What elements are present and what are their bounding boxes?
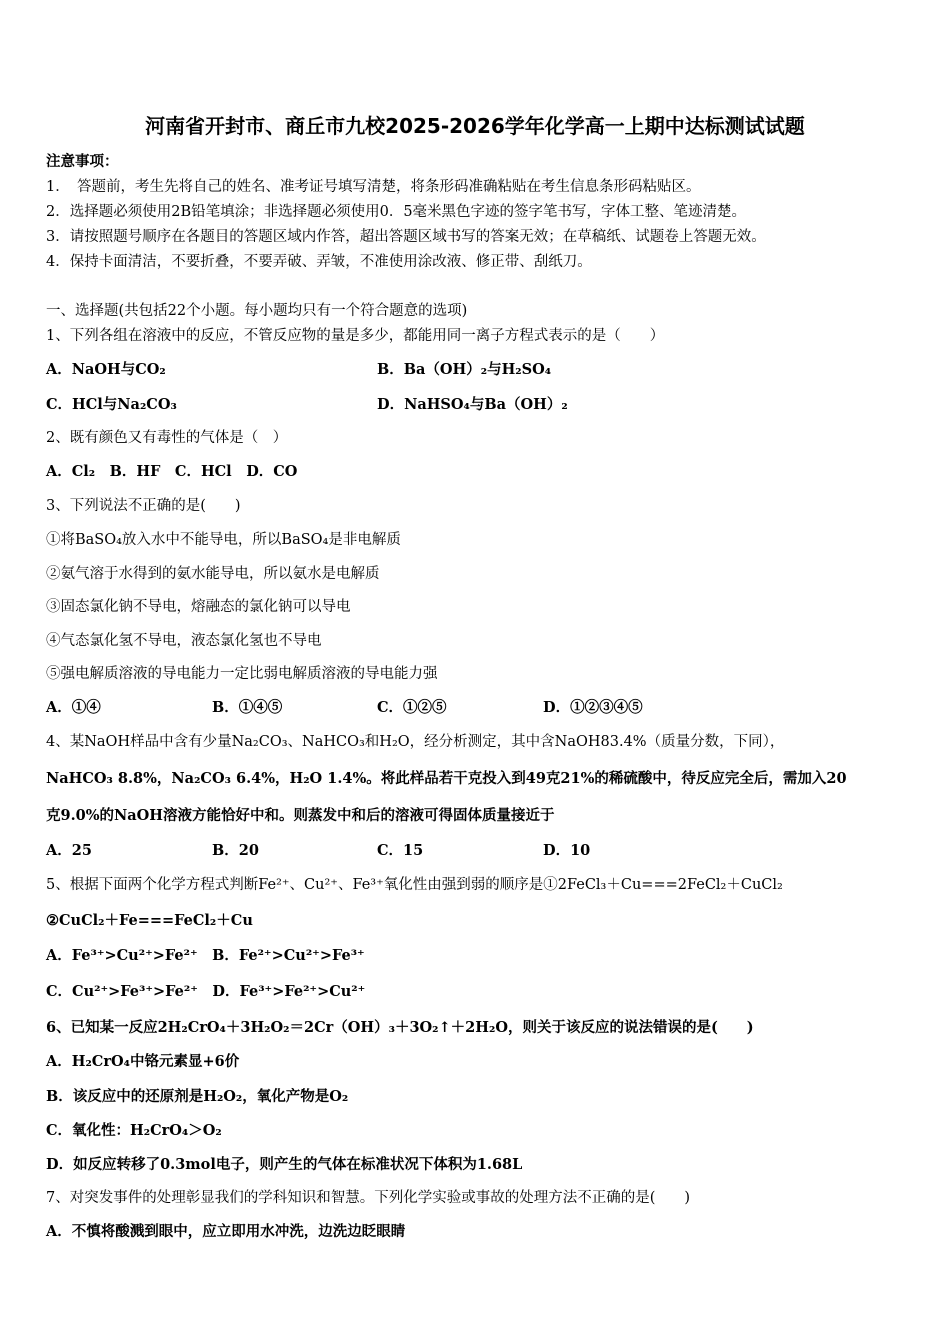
- notice-item-3: 3．请按照题号顺序在各题目的答题区域内作答，超出答题区域书写的答案无效；在草稿纸、试题卷上答题无效。: [46, 229, 766, 245]
- q2-options: A．Cl₂ B．HF C．HCl D．CO: [46, 463, 298, 480]
- notice-item-1: 1． 答题前，考生先将自己的姓名、准考证号填写清楚，将条形码准确粘贴在考生信息条形码粘贴区。: [46, 179, 701, 195]
- q3-statement-4: ④气态氯化氢不导电，液态氯化氢也不导电: [46, 633, 322, 649]
- notice-heading: 注意事项：: [46, 153, 119, 170]
- q3-option-c: C．①②⑤: [377, 699, 447, 716]
- q7-stem: 7、对突发事件的处理彰显我们的学科知识和智慧。下列化学实验或事故的处理方法不正确的是( ): [46, 1190, 691, 1206]
- q3-statement-1: ①将BaSO₄放入水中不能导电，所以BaSO₄是非电解质: [46, 532, 401, 548]
- notice-item-2: 2．选择题必须使用2B铅笔填涂；非选择题必须使用0．5毫米黑色字迹的签字笔书写，字体工整、笔迹清楚。: [46, 204, 747, 220]
- q4-stem-line-2: NaHCO₃ 8.8%，Na₂CO₃ 6.4%，H₂O 1.4%。将此样品若干克投入到49克21%的稀硫酸中，待反应完全后，需加入20: [46, 770, 847, 787]
- q3-statement-3: ③固态氯化钠不导电，熔融态的氯化钠可以导电: [46, 599, 351, 615]
- q3-option-a: A．①④: [46, 699, 101, 716]
- q3-stem: 3、下列说法不正确的是( ): [46, 498, 241, 514]
- q4-option-c: C．15: [377, 842, 424, 859]
- q1-option-d: D．NaHSO₄与Ba（OH）₂: [377, 396, 568, 413]
- q6-option-c: C．氧化性：H₂CrO₄＞O₂: [46, 1122, 222, 1139]
- q5-stem-line-1: 5、根据下面两个化学方程式判断Fe²⁺、Cu²⁺、Fe³⁺氧化性由强到弱的顺序是①2FeCl₃＋Cu===2FeCl₂＋CuCl₂: [46, 877, 783, 893]
- q1-stem: 1、下列各组在溶液中的反应，不管反应物的量是多少，都能用同一离子方程式表示的是（ ）: [46, 328, 665, 344]
- q1-option-a: A．NaOH与CO₂: [46, 361, 166, 378]
- q6-option-d: D．如反应转移了0.3mol电子，则产生的气体在标准状况下体积为1.68L: [46, 1156, 523, 1173]
- section-heading: 一、选择题(共包括22个小题。每小题均只有一个符合题意的选项): [46, 303, 468, 319]
- q3-option-b: B．①④⑤: [212, 699, 283, 716]
- q7-option-a: A．不慎将酸溅到眼中，应立即用水冲洗，边洗边眨眼睛: [46, 1223, 406, 1240]
- q5-stem-line-2: ②CuCl₂＋Fe===FeCl₂＋Cu: [46, 912, 253, 929]
- q3-statement-5: ⑤强电解质溶液的导电能力一定比弱电解质溶液的导电能力强: [46, 666, 438, 682]
- q6-option-b: B．该反应中的还原剂是H₂O₂，氧化产物是O₂: [46, 1088, 349, 1105]
- q1-option-b: B．Ba（OH）₂与H₂SO₄: [377, 361, 552, 378]
- q6-stem: 6、已知某一反应2H₂CrO₄＋3H₂O₂＝2Cr（OH）₃＋3O₂↑＋2H₂O，则关于该反应的说法错误的是( ): [46, 1019, 754, 1036]
- q2-stem: 2、既有颜色又有毒性的气体是（ ）: [46, 430, 288, 446]
- q5-options-cd: C．Cu²⁺>Fe³⁺>Fe²⁺ D．Fe³⁺>Fe²⁺>Cu²⁺: [46, 983, 366, 1000]
- q4-option-b: B．20: [212, 842, 259, 859]
- q4-stem-line-1: 4、某NaOH样品中含有少量Na₂CO₃、NaHCO₃和H₂O，经分析测定，其中含NaOH83.4%（质量分数，下同），: [46, 734, 785, 750]
- q4-option-a: A．25: [46, 842, 92, 859]
- q6-option-a: A．H₂CrO₄中铬元素显+6价: [46, 1053, 240, 1070]
- q5-options-ab: A．Fe³⁺>Cu²⁺>Fe²⁺ B．Fe²⁺>Cu²⁺>Fe³⁺: [46, 947, 365, 964]
- q1-option-c: C．HCl与Na₂CO₃: [46, 396, 177, 413]
- notice-item-4: 4．保持卡面清洁，不要折叠，不要弄破、弄皱，不准使用涂改液、修正带、刮纸刀。: [46, 254, 592, 270]
- page-title: 河南省开封市、商丘市九校2025-2026学年化学高一上期中达标测试试题: [145, 114, 805, 138]
- q4-option-d: D．10: [543, 842, 591, 859]
- q4-stem-line-3: 克9.0%的NaOH溶液方能恰好中和。则蒸发中和后的溶液可得固体质量接近于: [46, 807, 555, 824]
- q3-statement-2: ②氨气溶于水得到的氨水能导电，所以氨水是电解质: [46, 566, 380, 582]
- q3-option-d: D．①②③④⑤: [543, 699, 643, 716]
